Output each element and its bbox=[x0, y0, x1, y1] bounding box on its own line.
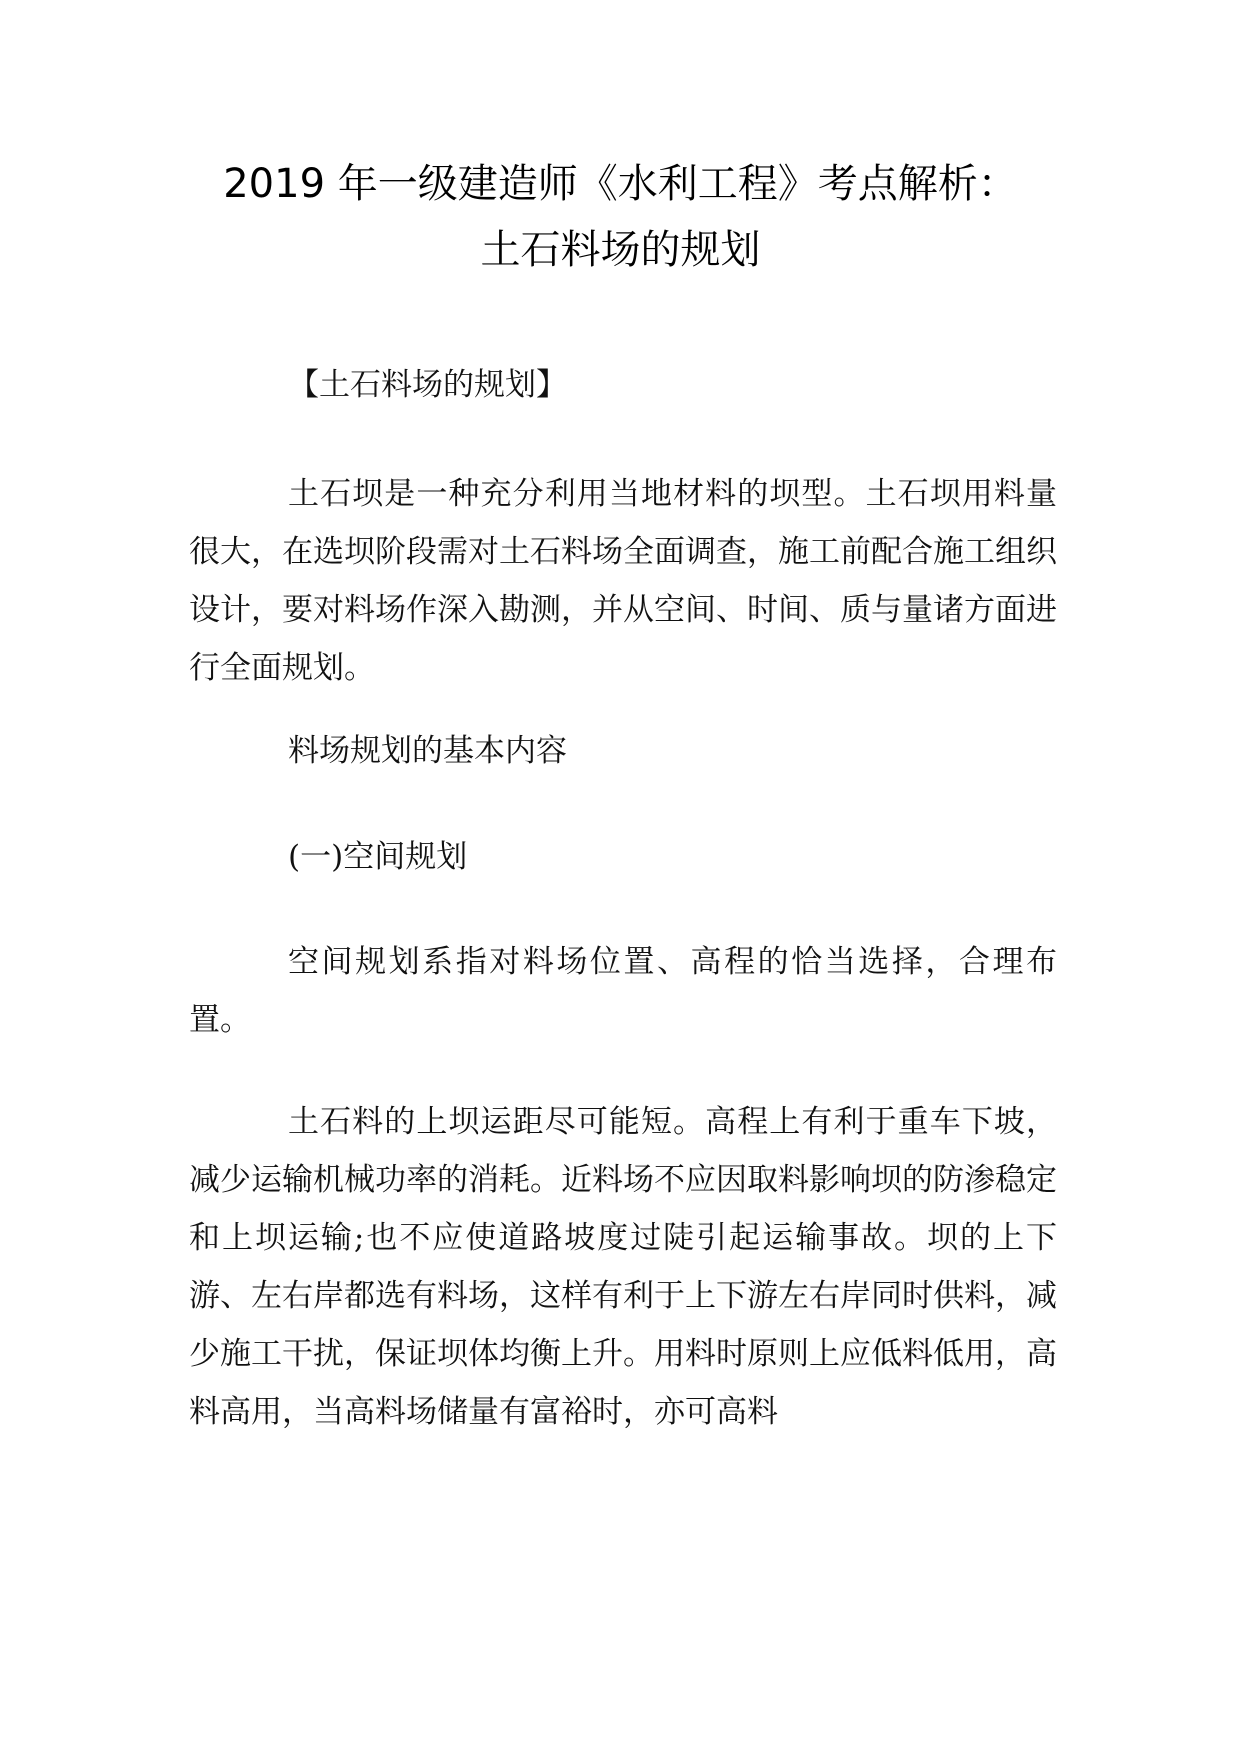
subheading-basic-content: 料场规划的基本内容 bbox=[288, 733, 567, 769]
subheading-space-planning: (一)空间规划 bbox=[288, 839, 468, 875]
paragraph-intro: 土石坝是一种充分利用当地材料的坝型。土石坝用料量很大，在选坝阶段需对土石料场全面调查，施工前配合施工组织设计，要对料场作深入勘测，并从空间、时间、质与量诸方面进行全面规划。 bbox=[189, 476, 1057, 686]
document-title-line-1: 2019 年一级建造师《水利工程》考点解析： bbox=[223, 161, 1018, 207]
paragraph-transport-distance: 土石料的上坝运距尽可能短。高程上有利于重车下坡，减少运输机械功率的消耗。近料场不应因取料影响坝的防渗稳定和上坝运输;也不应使道路坡度过陡引起运输事故。坝的上下游、左右岸都选有料场，这样有利于上下游左右岸同时供料，减少施工干扰，保证坝体均衡上升。用料时原则上应低料低用，高料高用，当高料场储量有富裕时，亦可高料 bbox=[189, 1104, 1057, 1430]
paragraph-space-planning: 空间规划系指对料场位置、高程的恰当选择，合理布置。 bbox=[189, 944, 1057, 1038]
section-heading: 【土石料场的规划】 bbox=[288, 367, 567, 403]
document-title-line-2: 土石料场的规划 bbox=[480, 227, 761, 273]
